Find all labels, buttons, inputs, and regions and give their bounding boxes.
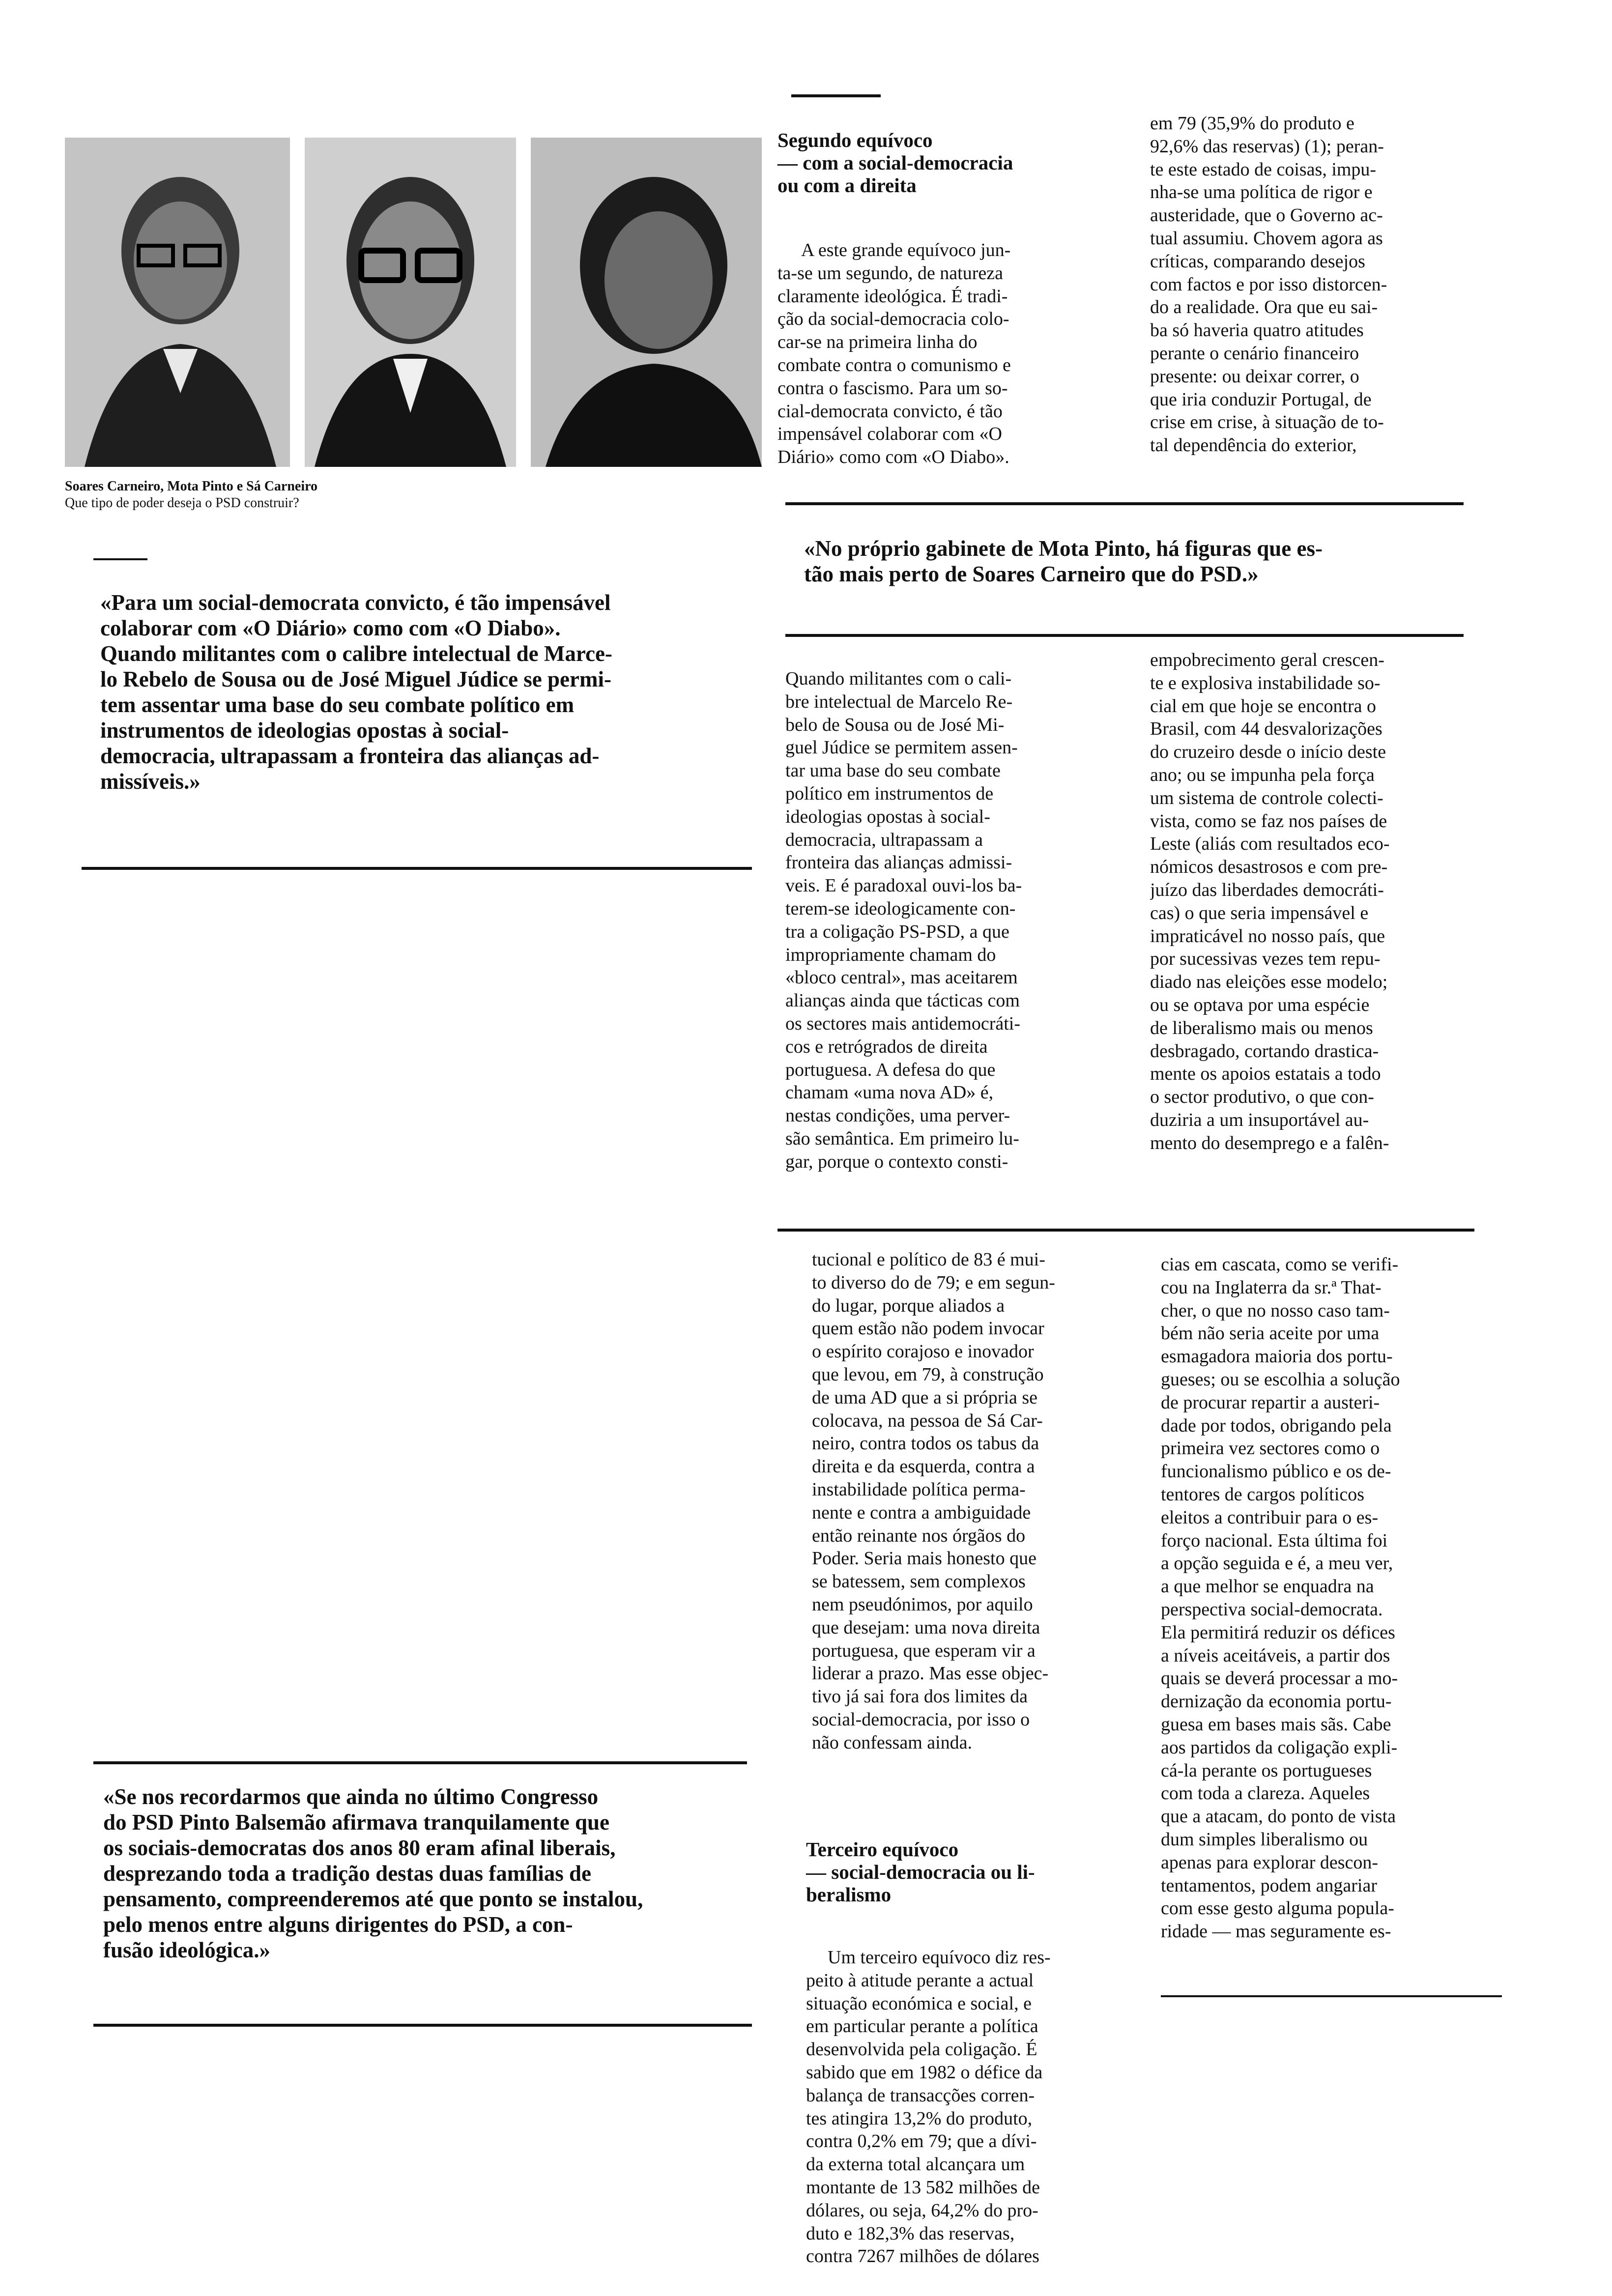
text-line: desenvolvida pela coligação. É — [806, 2039, 1037, 2060]
text-line: sabido que em 1982 o défice da — [806, 2062, 1043, 2083]
heading-line: — com a social-democracia — [777, 151, 1013, 174]
text-line: são semântica. Em primeiro lu- — [785, 1128, 1019, 1149]
quote-line: pelo menos entre alguns dirigentes do PSD, a con- — [103, 1912, 573, 1937]
column-terceiro-text — [806, 1946, 1130, 2268]
column-empobrecimento-text — [1150, 649, 1489, 1155]
quote-line: tão mais perto de Soares Carneiro que do PSD.» — [804, 562, 1259, 586]
quote-line: lo Rebelo de Sousa ou de José Miguel Júdice se permi- — [100, 667, 611, 691]
text-line: a que melhor se enquadra na — [1161, 1576, 1374, 1597]
text-line: não confessam ainda. — [812, 1732, 973, 1753]
pull-quote-mota-pinto — [804, 536, 1323, 587]
text-line: dernização da economia portu- — [1161, 1691, 1392, 1712]
text-line: crise em crise, à situação de to- — [1150, 412, 1384, 433]
text-line: com esse gesto alguma popula- — [1161, 1898, 1394, 1919]
text-line: que levou, em 79, à construção — [812, 1364, 1044, 1385]
text-line: presente: ou deixar correr, o — [1150, 366, 1359, 387]
text-line: aos partidos da coligação expli- — [1161, 1737, 1398, 1758]
text-line: alianças ainda que tácticas com — [785, 990, 1020, 1011]
text-line: guel Júdice se permitem assen- — [785, 737, 1018, 758]
text-line: cos e retrógrados de direita — [785, 1036, 988, 1057]
text-line: cial-democrata convicto, é tão — [777, 401, 1003, 422]
text-line: nómicos desastrosos e com pre- — [1150, 857, 1388, 878]
text-line: «bloco central», mas aceitarem — [785, 967, 1018, 988]
text-line: A este grande equívoco jun- — [801, 240, 1011, 260]
text-line: da externa total alcançara um — [806, 2154, 1025, 2175]
text-line: tal dependência do exterior, — [1150, 435, 1357, 456]
column-top-right-text — [1150, 112, 1484, 457]
column-quando-text — [785, 667, 1121, 1174]
text-line: mente os apoios estatais a todo — [1150, 1063, 1381, 1085]
photo-sa-carneiro — [531, 138, 762, 467]
text-line: duto e 182,3% das reservas, — [806, 2223, 1015, 2244]
text-line: apenas para explorar descon- — [1161, 1852, 1379, 1873]
text-line: ano; ou se impunha pela força — [1150, 764, 1375, 785]
quote-line: Quando militantes com o calibre intelectual de Marce- — [100, 641, 612, 666]
text-line: com toda a clareza. Aqueles — [1161, 1783, 1370, 1804]
text-line: mento do desemprego e a falên- — [1150, 1132, 1389, 1153]
text-line: forço nacional. Esta última foi — [1161, 1530, 1388, 1551]
text-line: primeira vez sectores como o — [1161, 1438, 1380, 1459]
text-line: que desejam: uma nova direita — [812, 1617, 1040, 1638]
text-line: portuguesa. A defesa do que — [785, 1059, 996, 1080]
quote-line: democracia, ultrapassam a fronteira das alianças ad- — [100, 744, 600, 768]
text-line: nestas condições, uma perver- — [785, 1105, 1010, 1126]
quote-line: instrumentos de ideologias opostas à social- — [100, 718, 509, 743]
text-line: peito à atitude perante a actual — [806, 1970, 1034, 1991]
rule-pull-congresso-bottom — [93, 2024, 752, 2027]
heading-segundo-equivoco — [777, 129, 1013, 197]
text-line: contra 7267 milhões de dólares — [806, 2246, 1039, 2267]
text-line: te e explosiva instabilidade so- — [1150, 672, 1381, 693]
column-tucional-text — [812, 1248, 1135, 1754]
text-line: do lugar, porque aliados a — [812, 1295, 1005, 1316]
text-line: diado nas eleições esse modelo; — [1150, 972, 1388, 993]
photo-mota-pinto — [305, 138, 516, 467]
text-line: ba só haveria quatro atitudes — [1150, 320, 1364, 341]
pull-quote-congresso — [103, 1784, 752, 1963]
column-cias-text — [1161, 1253, 1485, 1943]
text-line: do cruzeiro desde o início deste — [1150, 742, 1386, 763]
text-line: terem-se ideologicamente con- — [785, 898, 1016, 919]
text-line: ridade — mas seguramente es- — [1161, 1921, 1391, 1942]
text-line: tual assumiu. Chovem agora as — [1150, 228, 1383, 249]
heading-terceiro-equivoco — [806, 1838, 1035, 1906]
pull-quote-diario — [100, 590, 749, 794]
text-line: democracia, ultrapassam a — [785, 829, 983, 850]
text-line: Leste (aliás com resultados eco- — [1150, 833, 1390, 855]
text-line: contra o fascismo. Para um so- — [777, 377, 1008, 399]
text-line: impropriamente chamam do — [785, 944, 996, 965]
text-line: 92,6% das reservas) (1); peran- — [1150, 136, 1384, 157]
text-line: impensável colaborar com «O — [777, 424, 1002, 445]
quote-line: fusão ideológica.» — [103, 1938, 271, 1962]
text-line: em 79 (35,9% do produto e — [1150, 113, 1354, 134]
quote-line: missíveis.» — [100, 769, 201, 794]
quote-line: pensamento, compreenderemos até que ponto se instalou, — [103, 1887, 643, 1911]
text-line: do a realidade. Ora que eu sai- — [1150, 297, 1378, 318]
text-line: político em instrumentos de — [785, 783, 994, 804]
text-line: que iria conduzir Portugal, de — [1150, 389, 1372, 410]
text-line: Quando militantes com o cali- — [785, 668, 1012, 689]
text-line: fronteira das alianças admissi- — [785, 852, 1012, 873]
text-line: ção da social-democracia colo- — [777, 309, 1009, 330]
quote-line: colaborar com «O Diário» como com «O Diabo». — [100, 616, 561, 640]
column-segundo-text — [777, 239, 1108, 469]
text-line: veis. E é paradoxal ouvi-los ba- — [785, 875, 1022, 896]
text-line: dum simples liberalismo ou — [1161, 1829, 1368, 1850]
text-line: ou se optava por uma espécie — [1150, 994, 1370, 1015]
text-line: guesa em bases mais sãs. Cabe — [1161, 1714, 1391, 1735]
text-line: que a atacam, do ponto de vista — [1161, 1806, 1396, 1827]
text-line: nem pseudónimos, por aquilo — [812, 1594, 1033, 1615]
text-line: cou na Inglaterra da sr.ª That- — [1161, 1277, 1382, 1298]
text-line: quem estão não podem invocar — [812, 1318, 1044, 1339]
photo-soares-carneiro — [65, 138, 290, 467]
text-line: então reinante nos órgãos do — [812, 1525, 1026, 1546]
text-line: balança de transacções corren- — [806, 2085, 1035, 2106]
text-line: de liberalismo mais ou menos — [1150, 1017, 1373, 1038]
text-line: empobrecimento geral crescen- — [1150, 650, 1384, 670]
text-line: os sectores mais antidemocráti- — [785, 1013, 1021, 1034]
text-line: dade por todos, obrigando pela — [1161, 1415, 1392, 1436]
text-line: tentores de cargos políticos — [1161, 1484, 1365, 1505]
text-line: tentamentos, podem angariar — [1161, 1875, 1378, 1896]
text-line: a níveis aceitáveis, a partir dos — [1161, 1645, 1390, 1666]
text-line: colocava, na pessoa de Sá Car- — [812, 1410, 1043, 1431]
text-line: o sector produtivo, o que con- — [1150, 1087, 1374, 1108]
rule-pull-mota-bottom — [785, 634, 1464, 637]
text-line: tes atingira 13,2% do produto, — [806, 2108, 1033, 2129]
text-line: esmagadora maioria dos portu- — [1161, 1346, 1393, 1367]
text-line: um sistema de controle colecti- — [1150, 787, 1383, 808]
text-line: tucional e político de 83 é mui- — [812, 1249, 1045, 1270]
text-line: ta-se um segundo, de natureza — [777, 262, 1003, 284]
rule-pull-diario-top — [93, 558, 147, 560]
text-line: cias em cascata, como se verifi- — [1161, 1254, 1399, 1275]
heading-line: beralismo — [806, 1883, 892, 1906]
text-line: montante de 13 582 milhões de — [806, 2177, 1040, 2198]
text-line: em particular perante a política — [806, 2016, 1038, 2037]
text-line: vista, como se faz nos países de — [1150, 810, 1387, 832]
heading-line: Terceiro equívoco — [806, 1838, 959, 1861]
text-line: a opção seguida e é, a meu ver, — [1161, 1553, 1393, 1574]
heading-line: ou com a direita — [777, 174, 917, 197]
text-line: eleitos a contribuir para o es- — [1161, 1507, 1379, 1528]
text-line: nente e contra a ambiguidade — [812, 1502, 1031, 1523]
text-line: car-se na primeira linha do — [777, 332, 978, 353]
rule-cias-bottom — [1161, 1995, 1502, 1997]
text-line: funcionalismo público e os de- — [1161, 1461, 1391, 1482]
text-line: se batessem, sem complexos — [812, 1571, 1026, 1592]
rule-top-segundo — [791, 94, 881, 97]
quote-line: os sociais-democratas dos anos 80 eram afinal liberais, — [103, 1836, 616, 1860]
text-line: Ela permitirá reduzir os défices — [1161, 1622, 1395, 1643]
heading-line: — social-democracia ou li- — [806, 1861, 1035, 1883]
quote-line: desprezando toda a tradição destas duas famílias de — [103, 1861, 591, 1886]
text-line: perante o cenário financeiro — [1150, 343, 1359, 364]
text-line: Diário» como com «O Diabo». — [777, 447, 1009, 468]
text-line: duziria a um insuportável au- — [1150, 1109, 1369, 1130]
text-line: cas) o que seria impensável e — [1150, 902, 1369, 923]
text-line: Um terceiro equívoco diz res- — [828, 1947, 1051, 1968]
quote-line: «No próprio gabinete de Mota Pinto, há figuras que es- — [804, 536, 1323, 561]
text-line: direita e da esquerda, contra a — [812, 1456, 1035, 1477]
text-line: combate contra o comunismo e — [777, 354, 1011, 375]
text-line: tra a coligação PS-PSD, a que — [785, 921, 1009, 942]
text-line: perspectiva social-democrata. — [1161, 1599, 1383, 1620]
text-line: gueses; ou se escolhia a solução — [1161, 1369, 1400, 1390]
text-line: de procurar repartir a austeri- — [1161, 1392, 1380, 1413]
rule-pull-diario-bottom — [82, 867, 752, 870]
photo-caption-question: Que tipo de poder deseja o PSD construir? — [65, 495, 299, 511]
quote-line: «Se nos recordarmos que ainda no último Congresso — [103, 1784, 599, 1809]
text-line: com factos e por isso distorcen- — [1150, 274, 1387, 295]
text-line: situação económica e social, e — [806, 1993, 1032, 2014]
text-line: neiro, contra todos os tabus da — [812, 1433, 1039, 1454]
quote-line: tem assentar uma base do seu combate político em — [100, 692, 575, 717]
quote-line: do PSD Pinto Balsemão afirmava tranquilamente que — [103, 1810, 609, 1835]
text-line: chamam «uma nova AD» é, — [785, 1082, 994, 1103]
text-line: o espírito corajoso e inovador — [812, 1341, 1034, 1362]
text-line: contra 0,2% em 79; que a dívi- — [806, 2131, 1037, 2152]
text-line: dólares, ou seja, 64,2% do pro- — [806, 2200, 1038, 2221]
rule-pull-congresso-top — [93, 1761, 747, 1764]
photo-caption-names: Soares Carneiro, Mota Pinto e Sá Carneiro — [65, 479, 318, 494]
text-line: nha-se uma política de rigor e — [1150, 182, 1373, 203]
text-line: portuguesa, que esperam vir a — [812, 1640, 1036, 1661]
text-line: to diverso do de 79; e em segun- — [812, 1272, 1055, 1293]
text-line: desbragado, cortando drastica- — [1150, 1040, 1379, 1062]
text-line: por sucessivas vezes tem repu- — [1150, 948, 1381, 970]
text-line: cher, o que no nosso caso tam- — [1161, 1300, 1390, 1321]
text-line: belo de Sousa ou de José Mi- — [785, 714, 1005, 735]
text-line: juízo das liberdades democráti- — [1150, 879, 1384, 900]
text-line: cá-la perante os portugueses — [1161, 1760, 1372, 1781]
text-line: claramente ideológica. É tradi- — [777, 286, 1008, 307]
text-line: tar uma base do seu combate — [785, 760, 1001, 781]
text-line: instabilidade política perma- — [812, 1479, 1026, 1500]
text-line: social-democracia, por isso o — [812, 1709, 1030, 1730]
text-line: te este estado de coisas, impu- — [1150, 159, 1377, 180]
text-line: ideologias opostas à social- — [785, 806, 990, 827]
text-line: quais se deverá processar a mo- — [1161, 1668, 1398, 1689]
text-line: críticas, comparando desejos — [1150, 251, 1365, 272]
heading-line: Segundo equívoco — [777, 129, 933, 151]
rule-pull-mota-top — [785, 502, 1464, 505]
text-line: tivo já sai fora dos limites da — [812, 1686, 1028, 1707]
text-line: liderar a prazo. Mas esse objec- — [812, 1663, 1049, 1684]
text-line: Poder. Seria mais honesto que — [812, 1548, 1036, 1569]
text-line: de uma AD que a si própria se — [812, 1387, 1038, 1408]
text-line: bre intelectual de Marcelo Re- — [785, 691, 1013, 712]
quote-line: «Para um social-democrata convicto, é tão impensável — [100, 590, 611, 615]
text-line: gar, porque o contexto consti- — [785, 1151, 1008, 1172]
text-line: bém não seria aceite por uma — [1161, 1323, 1380, 1344]
text-line: Brasil, com 44 desvalorizações — [1150, 718, 1382, 740]
text-line: cial em que hoje se encontra o — [1150, 695, 1377, 717]
rule-middle — [777, 1229, 1474, 1232]
text-line: impraticável no nosso país, que — [1150, 925, 1385, 947]
text-line: austeridade, que o Governo ac- — [1150, 205, 1383, 226]
